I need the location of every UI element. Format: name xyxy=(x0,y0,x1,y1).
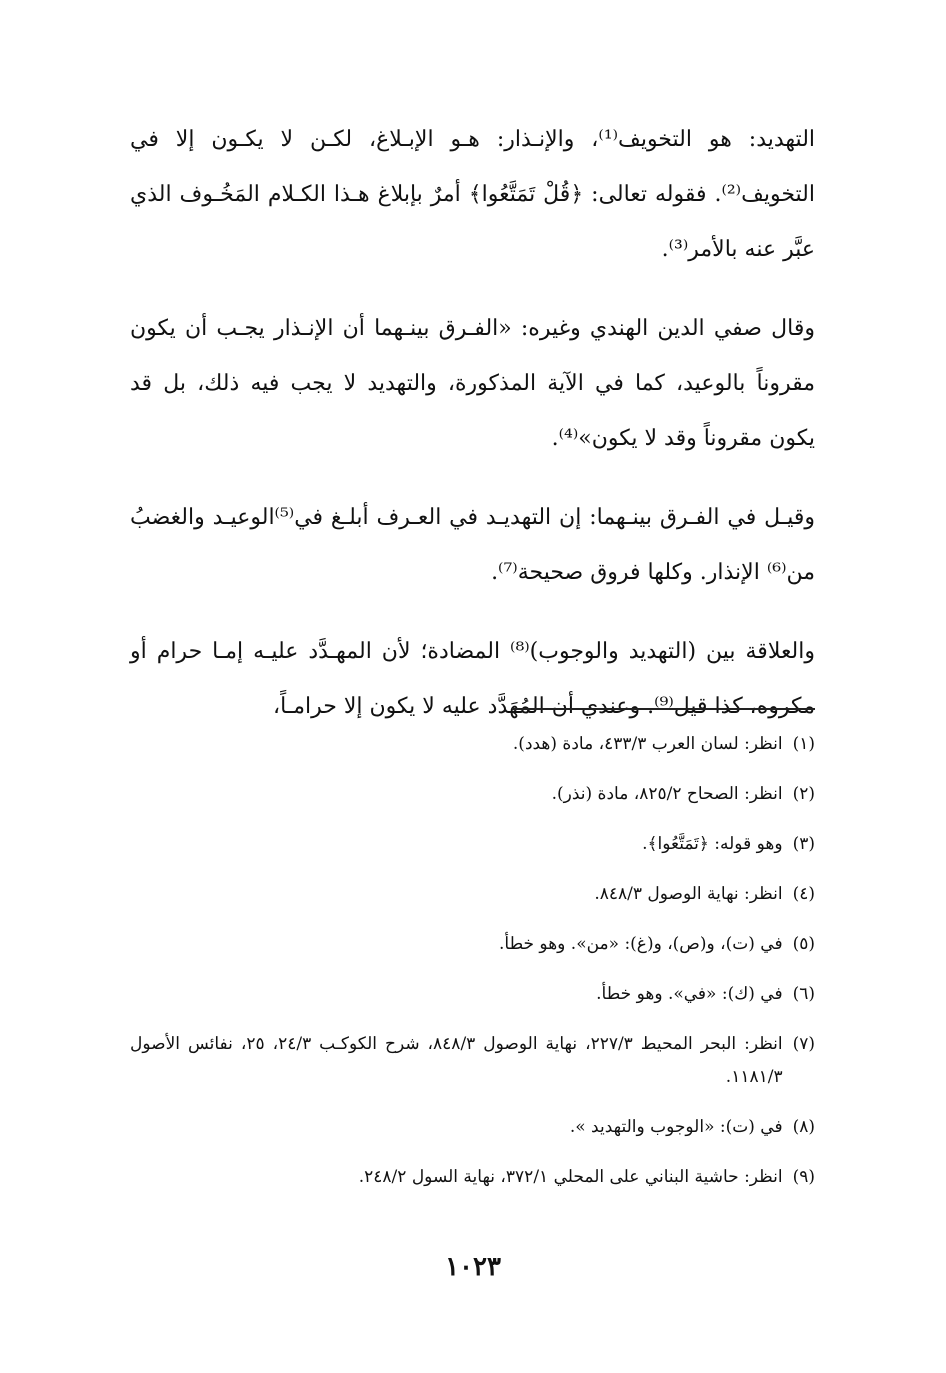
footnote-text: في (ت): «الوجوب والتهديد ». xyxy=(569,1117,783,1137)
footnote-text: في (ت)، و(ص)، و(غ): «من». وهو خطأ. xyxy=(498,934,783,954)
body-paragraph-2: وقال صفي الدين الهندي وغيره: «الفـرق بينـهما أن الإنـذار يجـب أن يكون مقروناً بالوعيد، كما في الآية المذكورة، والتهديد لا يجب فيه ذلك، بل قد يكون مقروناً وقد لا يكون»⁽⁴⁾. xyxy=(130,316,815,451)
footnote-number: (٢) xyxy=(792,784,815,804)
footnote-item xyxy=(130,828,815,861)
body-paragraph-1: التهديد: هو التخويف⁽¹⁾، والإنـذار: هـو الإبـلاغ، لكـن لا يكـون إلا في التخويف⁽²⁾. فقوله تعالى: ﴿قُلْ تَمَتَّعُوا﴾ أمرٌ بإبلاغ هـذا الكـلام المَخُـوف الذي عبَّر عنه بالأمر⁽³⁾. xyxy=(130,127,816,262)
footnote-text: انظر: نهاية الوصول ٨٤٨/٣. xyxy=(594,884,783,904)
footnote-number: (٤) xyxy=(792,884,815,904)
footnote-item xyxy=(130,928,815,961)
body-paragraph-3: وقيـل في الفـرق بينـهما: إن التهديـد في العـرف أبلـغ في⁽⁵⁾الوعيـد والغضبُ من⁽⁶⁾ الإنذار. وكلها فروق صحيحة⁽⁷⁾. xyxy=(130,505,815,585)
page-number: ١٠٢٣ xyxy=(445,1252,501,1282)
footnote-number: (٥) xyxy=(792,934,815,954)
footnote-item xyxy=(130,1161,815,1194)
footnote-text: في (ك): «في». وهو خطأ. xyxy=(596,984,783,1004)
footnote-item xyxy=(130,878,815,911)
footnote-text: وهو قوله: ﴿تَمَتَّعُوا﴾. xyxy=(642,834,783,854)
footnote-number: (٨) xyxy=(792,1117,815,1137)
footnotes-list xyxy=(130,728,815,1211)
footnote-item xyxy=(130,978,815,1011)
footnote-text: انظر: حاشية البناني على المحلي ٣٧٢/١، نهاية السول ٢٤٨/٢. xyxy=(358,1167,783,1187)
footnote-text: انظر: لسان العرب ٤٣٣/٣، مادة (هدد). xyxy=(512,734,783,754)
footnote-text: انظر: البحر المحيط ٢٢٧/٣، نهاية الوصول ٨٤٨/٣، شرح الكوكـب ٢٤/٣، ٢٥، نفائس الأصول ١١٨١/٣. xyxy=(130,1034,783,1087)
footnote-item xyxy=(130,728,815,761)
footnote-number: (٣) xyxy=(792,834,815,854)
footnote-number: (٦) xyxy=(792,984,815,1004)
footnote-item xyxy=(130,778,815,811)
main-body-text xyxy=(130,112,815,758)
footnote-divider xyxy=(512,708,815,710)
footnote-number: (٧) xyxy=(792,1034,815,1054)
footnote-number: (١) xyxy=(792,734,815,754)
footnote-item xyxy=(130,1028,815,1094)
footnote-item xyxy=(130,1111,815,1144)
body-paragraph-4: والعلاقة بين (التهديد والوجوب)⁽⁸⁾ المضادة؛ لأن المهـدَّد عليـه إمـا حرام أو مكروه، كذا قيل⁽⁹⁾. وعندي أن المُهَدَّد عليه لا يكون إلا حرامـاً، xyxy=(130,639,815,719)
footnote-number: (٩) xyxy=(792,1167,815,1187)
footnote-text: انظر: الصحاح ٨٢٥/٢، مادة (نذر). xyxy=(551,784,783,804)
